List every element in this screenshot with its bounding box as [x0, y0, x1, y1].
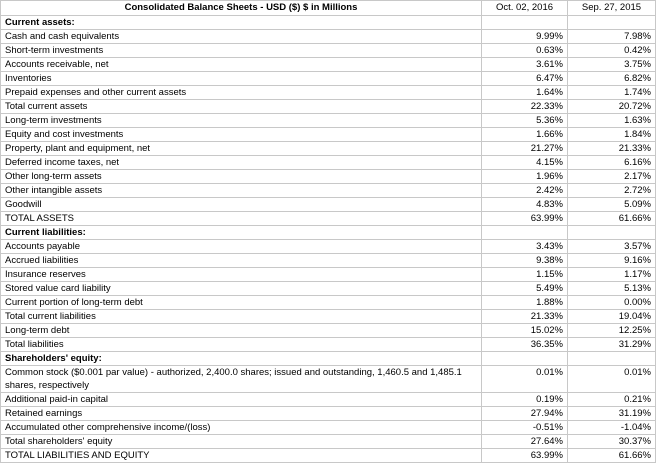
- value-2015: 31.29%: [568, 338, 656, 352]
- value-2015: -1.04%: [568, 421, 656, 435]
- value-2016: 1.88%: [482, 296, 568, 310]
- header-row: [1, 1, 656, 16]
- row-label: Long-term debt: [1, 324, 482, 338]
- row-label: Current liabilities:: [1, 226, 482, 240]
- row-label: Short-term investments: [1, 44, 482, 58]
- table-row: [1, 30, 656, 44]
- table-row: [1, 407, 656, 421]
- table-row: [1, 100, 656, 114]
- value-2015: 12.25%: [568, 324, 656, 338]
- value-2015: 6.82%: [568, 72, 656, 86]
- table-row: [1, 170, 656, 184]
- value-2016: 0.01%: [482, 366, 568, 393]
- row-label: Current assets:: [1, 16, 482, 30]
- value-2016: 5.49%: [482, 282, 568, 296]
- value-2016: [482, 16, 568, 30]
- table-row: [1, 338, 656, 352]
- value-2016: 0.19%: [482, 393, 568, 407]
- row-label: Goodwill: [1, 198, 482, 212]
- table-row: [1, 86, 656, 100]
- value-2016: 15.02%: [482, 324, 568, 338]
- row-label: Deferred income taxes, net: [1, 156, 482, 170]
- value-2016: 5.36%: [482, 114, 568, 128]
- table-row: [1, 449, 656, 463]
- value-2015: 0.42%: [568, 44, 656, 58]
- value-2015: 7.98%: [568, 30, 656, 44]
- row-label: Other long-term assets: [1, 170, 482, 184]
- row-label: Accumulated other comprehensive income/(loss): [1, 421, 482, 435]
- row-label: Accounts payable: [1, 240, 482, 254]
- value-2015: 5.09%: [568, 198, 656, 212]
- value-2016: 21.27%: [482, 142, 568, 156]
- table-row: [1, 435, 656, 449]
- table-row: [1, 128, 656, 142]
- value-2016: 9.99%: [482, 30, 568, 44]
- value-2016: [482, 226, 568, 240]
- row-label: Prepaid expenses and other current assets: [1, 86, 482, 100]
- row-label: Insurance reserves: [1, 268, 482, 282]
- table-row: [1, 324, 656, 338]
- value-2016: 1.64%: [482, 86, 568, 100]
- row-label: Inventories: [1, 72, 482, 86]
- section-header-row: [1, 352, 656, 366]
- row-label: Common stock ($0.001 par value) - authorized, 2,400.0 shares; issued and outstanding, 1,460.5 and 1,485.1 shares, respectively: [1, 366, 482, 393]
- value-2015: 5.13%: [568, 282, 656, 296]
- value-2015: 19.04%: [568, 310, 656, 324]
- value-2016: 4.83%: [482, 198, 568, 212]
- value-2016: 1.96%: [482, 170, 568, 184]
- value-2015: [568, 226, 656, 240]
- column-header-2015: Sep. 27, 2015: [568, 1, 656, 16]
- table-row: [1, 184, 656, 198]
- row-label: Total liabilities: [1, 338, 482, 352]
- value-2016: 21.33%: [482, 310, 568, 324]
- value-2015: 61.66%: [568, 449, 656, 463]
- value-2016: 2.42%: [482, 184, 568, 198]
- value-2015: 1.17%: [568, 268, 656, 282]
- row-label: Total current liabilities: [1, 310, 482, 324]
- value-2016: 0.63%: [482, 44, 568, 58]
- value-2016: -0.51%: [482, 421, 568, 435]
- row-label: Additional paid-in capital: [1, 393, 482, 407]
- table-title: Consolidated Balance Sheets - USD ($) $ in Millions: [1, 1, 482, 16]
- value-2016: 1.15%: [482, 268, 568, 282]
- value-2015: 21.33%: [568, 142, 656, 156]
- section-header-row: [1, 226, 656, 240]
- value-2016: 36.35%: [482, 338, 568, 352]
- value-2016: 1.66%: [482, 128, 568, 142]
- value-2015: 6.16%: [568, 156, 656, 170]
- row-label: Property, plant and equipment, net: [1, 142, 482, 156]
- row-label: Retained earnings: [1, 407, 482, 421]
- table-row: [1, 296, 656, 310]
- value-2016: 6.47%: [482, 72, 568, 86]
- value-2015: 0.00%: [568, 296, 656, 310]
- value-2016: 27.94%: [482, 407, 568, 421]
- value-2016: 9.38%: [482, 254, 568, 268]
- value-2015: 1.84%: [568, 128, 656, 142]
- table-row: [1, 393, 656, 407]
- value-2016: 3.43%: [482, 240, 568, 254]
- value-2015: 1.74%: [568, 86, 656, 100]
- value-2015: 9.16%: [568, 254, 656, 268]
- table-row: [1, 366, 656, 393]
- value-2016: 27.64%: [482, 435, 568, 449]
- value-2015: 0.21%: [568, 393, 656, 407]
- value-2016: 4.15%: [482, 156, 568, 170]
- row-label: Accounts receivable, net: [1, 58, 482, 72]
- table-row: [1, 268, 656, 282]
- row-label: Equity and cost investments: [1, 128, 482, 142]
- row-label: TOTAL ASSETS: [1, 212, 482, 226]
- table-row: [1, 421, 656, 435]
- table-row: [1, 212, 656, 226]
- table-row: [1, 240, 656, 254]
- value-2015: [568, 352, 656, 366]
- row-label: Current portion of long-term debt: [1, 296, 482, 310]
- value-2016: 3.61%: [482, 58, 568, 72]
- table-row: [1, 310, 656, 324]
- value-2015: 2.17%: [568, 170, 656, 184]
- value-2015: 20.72%: [568, 100, 656, 114]
- table-row: [1, 58, 656, 72]
- value-2015: 0.01%: [568, 366, 656, 393]
- value-2015: 1.63%: [568, 114, 656, 128]
- table-row: [1, 142, 656, 156]
- table-row: [1, 198, 656, 212]
- value-2016: 63.99%: [482, 212, 568, 226]
- value-2015: 3.57%: [568, 240, 656, 254]
- row-label: Total shareholders' equity: [1, 435, 482, 449]
- row-label: Shareholders' equity:: [1, 352, 482, 366]
- row-label: Accrued liabilities: [1, 254, 482, 268]
- row-label: Stored value card liability: [1, 282, 482, 296]
- table-row: [1, 114, 656, 128]
- table-row: [1, 254, 656, 268]
- row-label: Cash and cash equivalents: [1, 30, 482, 44]
- value-2016: 63.99%: [482, 449, 568, 463]
- section-header-row: [1, 16, 656, 30]
- table-row: [1, 282, 656, 296]
- value-2015: 31.19%: [568, 407, 656, 421]
- value-2015: 2.72%: [568, 184, 656, 198]
- value-2015: 30.37%: [568, 435, 656, 449]
- table-row: [1, 72, 656, 86]
- row-label: Other intangible assets: [1, 184, 482, 198]
- row-label: Total current assets: [1, 100, 482, 114]
- value-2016: [482, 352, 568, 366]
- value-2015: 61.66%: [568, 212, 656, 226]
- table-row: [1, 44, 656, 58]
- value-2015: [568, 16, 656, 30]
- table-body: [1, 16, 656, 463]
- value-2016: 22.33%: [482, 100, 568, 114]
- row-label: TOTAL LIABILITIES AND EQUITY: [1, 449, 482, 463]
- row-label: Long-term investments: [1, 114, 482, 128]
- value-2015: 3.75%: [568, 58, 656, 72]
- table-row: [1, 156, 656, 170]
- column-header-2016: Oct. 02, 2016: [482, 1, 568, 16]
